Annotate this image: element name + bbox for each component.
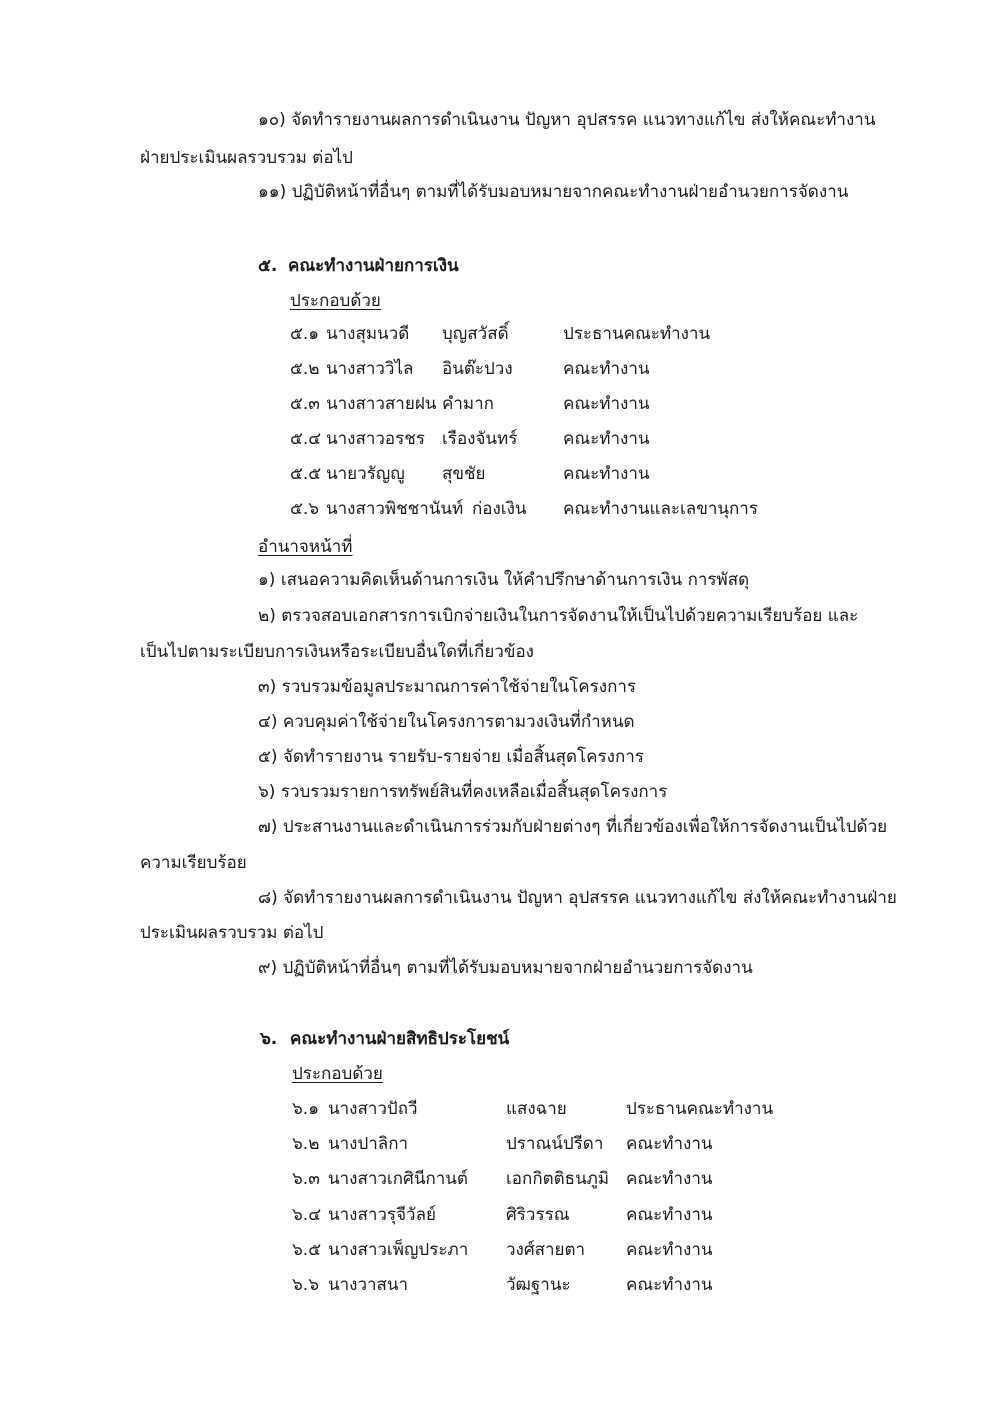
member-name: นางสาวสายฝน (326, 394, 437, 414)
section-5-number: ๕. (258, 256, 278, 276)
duty-item-4: ๔) ควบคุมค่าใช้จ่ายในโครงการตามวงเงินที่กำหนด (258, 712, 635, 732)
member-surname: บุญสวัสดิ์ (442, 324, 509, 344)
member-role: คณะทำงาน (563, 429, 650, 449)
member-surname: ก่องเงิน (472, 499, 527, 519)
member-name: นางสาวพิชชานันท์ (326, 499, 464, 519)
section-5-heading (258, 254, 459, 278)
member-number: ๕.๓ (290, 394, 320, 414)
member-role: ประธานคณะทำงาน (563, 324, 711, 344)
member-role: คณะทำงานและเลขานุการ (563, 499, 758, 519)
member-number: ๕.๔ (290, 429, 322, 449)
duty-item-2-line1: ๒) ตรวจสอบเอกสารการเบิกจ่ายเงินในการจัดงานให้เป็นไปด้วยความเรียบร้อย และ (258, 606, 859, 626)
member-row (292, 1273, 852, 1297)
member-row (290, 392, 850, 416)
member-surname: สุขชัย (442, 464, 486, 484)
member-surname: แสงฉาย (506, 1099, 567, 1119)
member-number: ๖.๓ (292, 1169, 320, 1189)
duty-item-10-line2: ฝ่ายประเมินผลรวบรวม ต่อไป (140, 148, 353, 168)
member-name: นางสาวเกศินีกานต์ (328, 1169, 468, 1189)
member-name: นางสาวปัถวี (328, 1099, 418, 1119)
duty-item-1: ๑) เสนอความคิดเห็นด้านการเงิน ให้คำปรึกษาด้านการเงิน การพัสดุ (258, 570, 750, 590)
member-row (292, 1238, 852, 1262)
member-name: นางปาลิกา (328, 1134, 409, 1154)
member-row (290, 427, 850, 451)
member-row (292, 1167, 852, 1191)
section-6-number: ๖. (260, 1029, 278, 1049)
duty-item-10-line1: ๑๐) จัดทำรายงานผลการดำเนินงาน ปัญหา อุปสรรค แนวทางแก้ไข ส่งให้คณะทำงาน (258, 110, 876, 130)
member-role: คณะทำงาน (626, 1134, 713, 1154)
member-surname: ปราณน์ปรีดา (506, 1134, 604, 1154)
member-row (292, 1203, 852, 1227)
member-number: ๖.๔ (292, 1205, 322, 1225)
duty-item-6: ๖) รวบรวมรายการทรัพย์สินที่คงเหลือเมื่อสิ้นสุดโครงการ (258, 782, 668, 802)
member-role: คณะทำงาน (563, 464, 650, 484)
member-surname: เอกกิตติธนภูมิ (506, 1169, 610, 1189)
member-role: คณะทำงาน (563, 359, 650, 379)
member-surname: อินต๊ะปวง (442, 359, 513, 379)
member-role: คณะทำงาน (626, 1275, 713, 1295)
member-role: คณะทำงาน (626, 1240, 713, 1260)
member-name: นางสาววิไล (326, 359, 414, 379)
member-number: ๕.๑ (290, 324, 320, 344)
member-number: ๖.๑ (292, 1099, 319, 1119)
duty-item-5: ๕) จัดทำรายงาน รายรับ-รายจ่าย เมื่อสิ้นสุดโครงการ (258, 747, 644, 767)
duty-item-8-line2: ประเมินผลรวบรวม ต่อไป (140, 923, 324, 943)
member-number: ๕.๒ (290, 359, 320, 379)
section-5-duties-label: อำนาจหน้าที่ (258, 537, 353, 557)
member-surname: คำมาก (442, 394, 494, 414)
member-number: ๖.๕ (292, 1240, 322, 1260)
duty-item-9: ๙) ปฏิบัติหน้าที่อื่นๆ ตามที่ได้รับมอบหมายจากฝ่ายอำนวยการจัดงาน (258, 958, 753, 978)
member-number: ๕.๕ (290, 464, 322, 484)
member-row (290, 497, 850, 521)
member-number: ๖.๒ (292, 1134, 320, 1154)
member-name: นางสาวอรชร (326, 429, 425, 449)
member-row (292, 1097, 852, 1121)
section-6-composed-label: ประกอบด้วย (292, 1064, 383, 1084)
section-5-title: คณะทำงานฝ่ายการเงิน (288, 256, 459, 276)
member-name: นางวาสนา (328, 1275, 409, 1295)
member-role: คณะทำงาน (626, 1205, 713, 1225)
duty-item-7-line2: ความเรียบร้อย (140, 853, 247, 873)
member-row (290, 462, 850, 486)
member-role: ประธานคณะทำงาน (626, 1099, 774, 1119)
duty-item-3: ๓) รวบรวมข้อมูลประมาณการค่าใช้จ่ายในโครงการ (258, 677, 637, 697)
member-surname: เรืองจันทร์ (442, 429, 518, 449)
member-surname: วัฒฐานะ (506, 1275, 571, 1295)
section-6-heading (260, 1027, 509, 1051)
duty-item-11: ๑๑) ปฏิบัติหน้าที่อื่นๆ ตามที่ได้รับมอบหมายจากคณะทำงานฝ่ายอำนวยการจัดงาน (258, 182, 849, 202)
member-surname: ศิริวรรณ (506, 1205, 570, 1225)
member-name: นางสุมนวดี (326, 324, 410, 344)
member-row (290, 322, 850, 346)
member-role: คณะทำงาน (563, 394, 650, 414)
member-name: นายวรัญญู (326, 464, 405, 484)
member-number: ๕.๖ (290, 499, 320, 519)
member-row (292, 1132, 852, 1156)
section-6-title: คณะทำงานฝ่ายสิทธิประโยชน์ (290, 1029, 510, 1049)
duty-item-7-line1: ๗) ประสานงานและดำเนินการร่วมกับฝ่ายต่างๆ ที่เกี่ยวข้องเพื่อให้การจัดงานเป็นไปด้วย (258, 817, 888, 837)
member-row (290, 357, 850, 381)
duty-item-8-line1: ๘) จัดทำรายงานผลการดำเนินงาน ปัญหา อุปสรรค แนวทางแก้ไข ส่งให้คณะทำงานฝ่าย (258, 888, 897, 908)
member-surname: วงศ์สายตา (506, 1240, 586, 1260)
duty-item-2-line2: เป็นไปตามระเบียบการเงินหรือระเบียบอื่นใดที่เกี่ยวข้อง (140, 642, 534, 662)
member-number: ๖.๖ (292, 1275, 319, 1295)
member-name: นางสาวเพ็ญประภา (328, 1240, 469, 1260)
member-role: คณะทำงาน (626, 1169, 713, 1189)
section-5-composed-label: ประกอบด้วย (290, 291, 381, 311)
member-name: นางสาวรุจีวัลย์ (328, 1205, 436, 1225)
